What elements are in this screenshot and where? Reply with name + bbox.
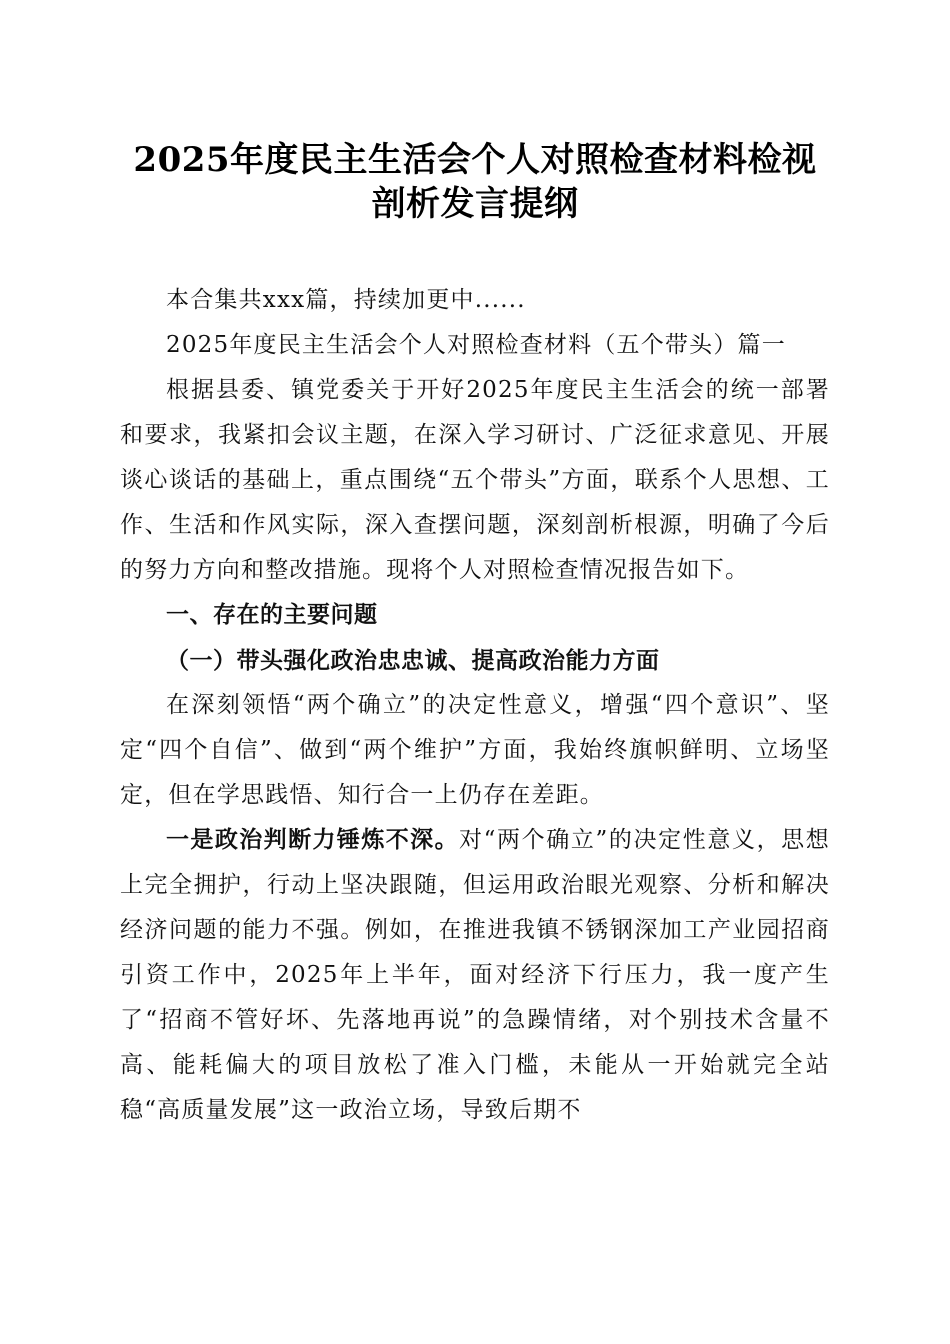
subsection-heading: （一）带头强化政治忠忠诚、提高政治能力方面 (166, 647, 660, 674)
document-body (120, 278, 830, 1133)
point-1-paragraph (120, 818, 830, 1133)
point-1-body: 对“两个确立”的决定性意义，思想上完全拥护，行动上坚决跟随，但运用政治眼光观察、分析和解决经济问题的能力不强。例如，在推进我镇不锈钢深加工产业园招商引资工作中，2025年上半年，面对经济下行压力，我一度产生了“招商不管好坏、先落地再说”的急躁情绪，对个别技术含量不高、能耗偏大的项目放松了准入门槛，未能从一开始就完全站稳“高质量发展”这一政治立场，导致后期不 (120, 827, 830, 1123)
opening-paragraph: 根据县委、镇党委关于开好2025年度民主生活会的统一部署和要求，我紧扣会议主题，在深入学习研讨、广泛征求意见、开展谈心谈话的基础上，重点围绕“五个带头”方面，联系个人思想、工作、生活和作风实际，深入查摆问题，深刻剖析根源，明确了今后的努力方向和整改措施。现将个人对照检查情况报告如下。 (120, 377, 830, 583)
section-heading: 一、存在的主要问题 (166, 602, 378, 628)
subtitle-paragraph: 2025年度民主生活会个人对照检查材料（五个带头）篇一 (166, 332, 786, 358)
title-line-2: 剖析发言提纲 (371, 184, 579, 224)
section-paragraph: 在深刻领悟“两个确立”的决定性意义，增强“四个意识”、坚定“四个自信”、做到“两个维护”方面，我始终旗帜鲜明、立场坚定，但在学思践悟、知行合一上仍存在差距。 (120, 692, 830, 808)
title-line-1: 2025年度民主生活会个人对照检查材料检视 (133, 140, 817, 180)
point-1-lead: 一是政治判断力锤炼不深。 (166, 827, 460, 853)
intro-paragraph: 本合集共xxx篇，持续加更中...... (166, 287, 526, 313)
document-title (120, 0, 830, 226)
